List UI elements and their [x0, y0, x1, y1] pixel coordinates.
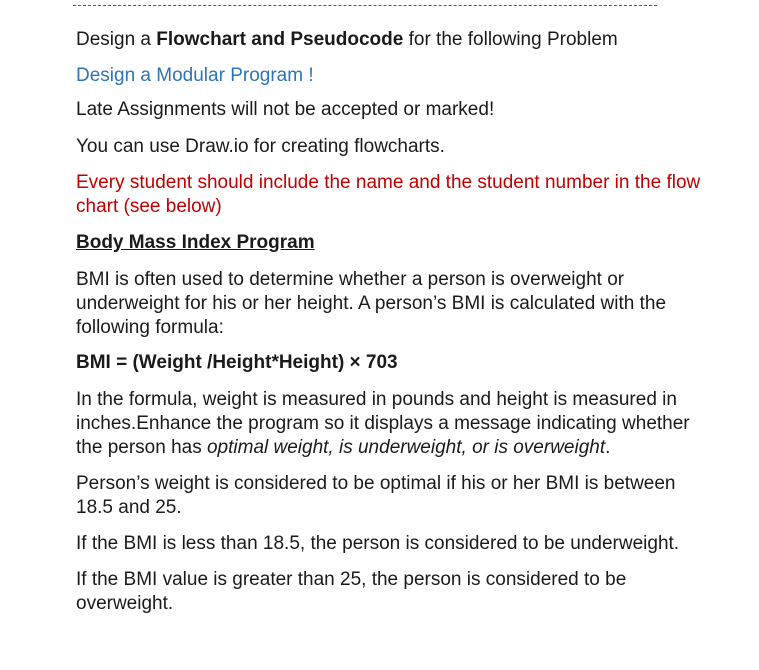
dashed-divider [73, 5, 657, 6]
modular-note: Design a Modular Program ! [76, 65, 314, 86]
optimal-line2: 18.5 and 25. [76, 497, 182, 518]
design-instruction [76, 28, 618, 52]
section-title: Body Mass Index Program [76, 232, 315, 253]
underweight-rule: If the BMI is less than 18.5, the person is considered to be underweight. [76, 533, 680, 554]
drawio-note: You can use Draw.io for creating flowcharts. [76, 136, 445, 157]
design-bold: Flowchart and Pseudocode [156, 29, 404, 50]
bmi-desc-line1: BMI is often used to determine whether a person is overweight or [76, 269, 625, 290]
formula-desc-line3-italic: optimal weight, is underweight, or is overweight [206, 437, 606, 458]
formula-desc-line2: inches.Enhance the program so it displays a message indicating whether [76, 413, 690, 434]
overweight-line2: overweight. [76, 593, 174, 614]
bmi-desc-line3: following formula: [76, 317, 224, 338]
late-note: Late Assignments will not be accepted or marked! [76, 99, 495, 120]
formula-desc-line3-plain: the person has [76, 437, 207, 458]
design-prefix: Design a [76, 29, 157, 50]
overweight-line1: If the BMI value is greater than 25, the person is considered to be [76, 569, 627, 590]
optimal-line1: Person’s weight is considered to be optimal if his or her BMI is between [76, 473, 676, 494]
bmi-desc-line2: underweight for his or her height. A person’s BMI is calculated with the [76, 293, 667, 314]
student-note-line1: Every student should include the name and the student number in the flow [76, 172, 701, 193]
bmi-formula: BMI = (Weight /Height*Height) × 703 [76, 352, 398, 373]
design-suffix: for the following Problem [403, 29, 618, 50]
formula-desc-line3-end: . [605, 437, 611, 458]
student-note-line2: chart (see below) [76, 196, 222, 217]
formula-desc-line3 [76, 436, 610, 460]
formula-desc-line1: In the formula, weight is measured in pounds and height is measured in [76, 389, 677, 410]
